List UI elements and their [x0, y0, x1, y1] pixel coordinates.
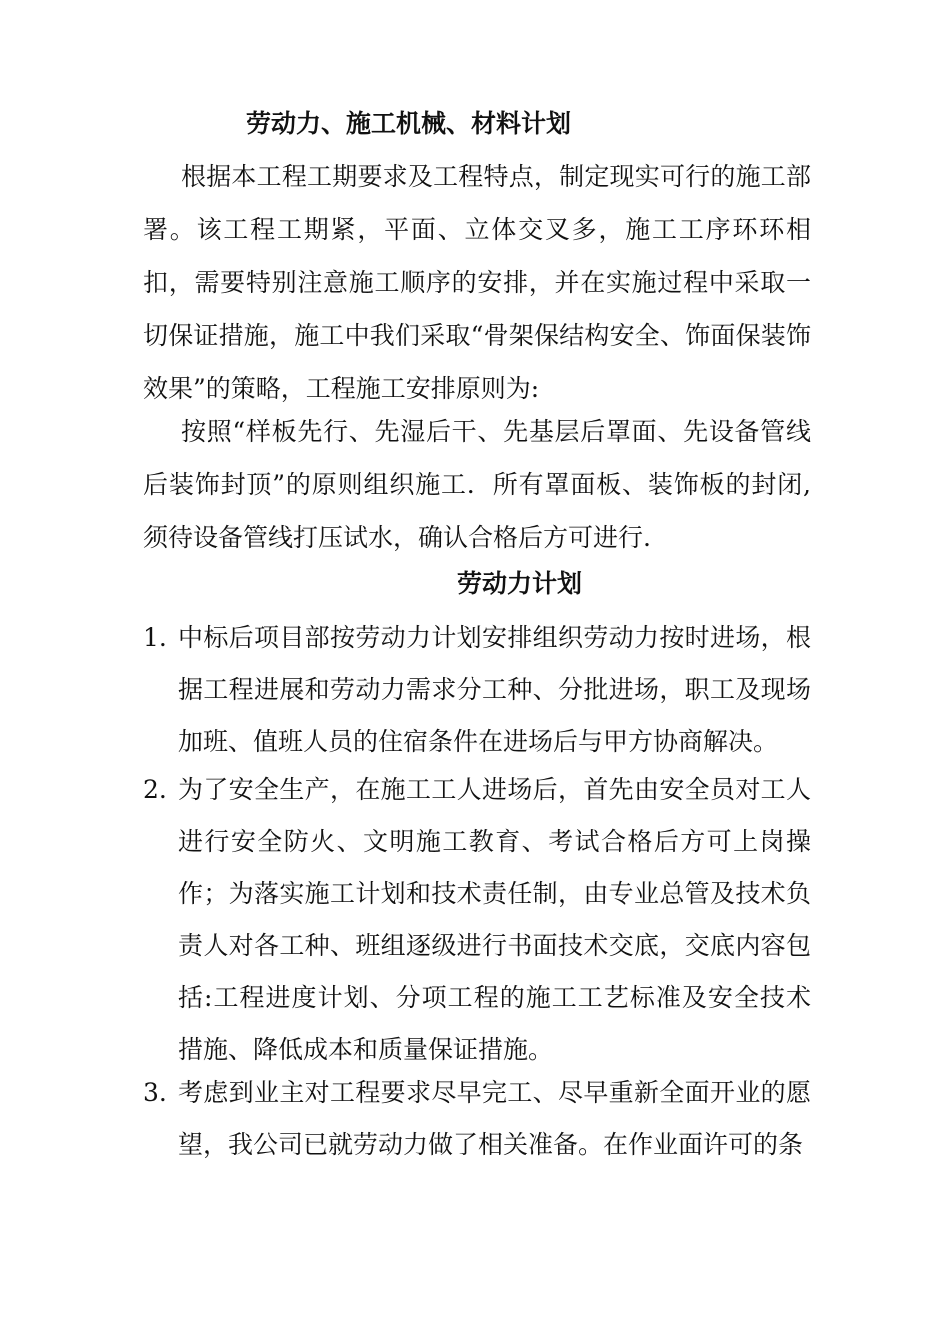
list-item-text: 中标后项目部按劳动力计划安排组织劳动力按时进场，根据工程进展和劳动力需求分工种、分批进场，职工及现场加班、值班人员的住宿条件在进场后与甲方协商解决。 [178, 623, 811, 756]
list-item-text: 考虑到业主对工程要求尽早完工、尽早重新全面开业的愿望，我公司已就劳动力做了相关准备。在作业面许可的条 [178, 1078, 811, 1159]
list-item [143, 1067, 811, 1173]
document-title: 劳动力、施工机械、材料计划 [246, 109, 572, 138]
list-item-number: 2. [143, 775, 167, 804]
section-title-labor-plan: 劳动力计划 [457, 569, 583, 598]
list-item-number: 1. [143, 623, 167, 652]
list-item-text: 为了安全生产，在施工工人进场后，首先由安全员对工人进行安全防火、文明施工教育、考试合格后方可上岗操作；为落实施工计划和技术责任制，由专业总管及技术负责人对各工种、班组逐级进行书面技术交底，交底内容包括:工程进度计划、分项工程的施工工艺标准及安全技术措施、降低成本和质量保证措施。 [178, 775, 811, 1064]
list-item-number: 3. [143, 1078, 167, 1107]
intro-paragraph: 根据本工程工期要求及工程特点，制定现实可行的施工部署。该工程工期紧，平面、立体交叉多，施工工序环环相扣，需要特别注意施工顺序的安排，并在实施过程中采取一切保证措施，施工中我们采取“骨架保结构安全、饰面保装饰效果”的策略，工程施工安排原则为: [143, 162, 811, 403]
list-item [143, 764, 811, 1067]
list-item [143, 612, 811, 764]
principle-paragraph: 按照“样板先行、先湿后干、先基层后罩面、先设备管线后装饰封顶”的原则组织施工．所有罩面板、装饰板的封闭,须待设备管线打压试水，确认合格后方可进行. [143, 417, 811, 552]
labor-plan-list [143, 612, 811, 1173]
